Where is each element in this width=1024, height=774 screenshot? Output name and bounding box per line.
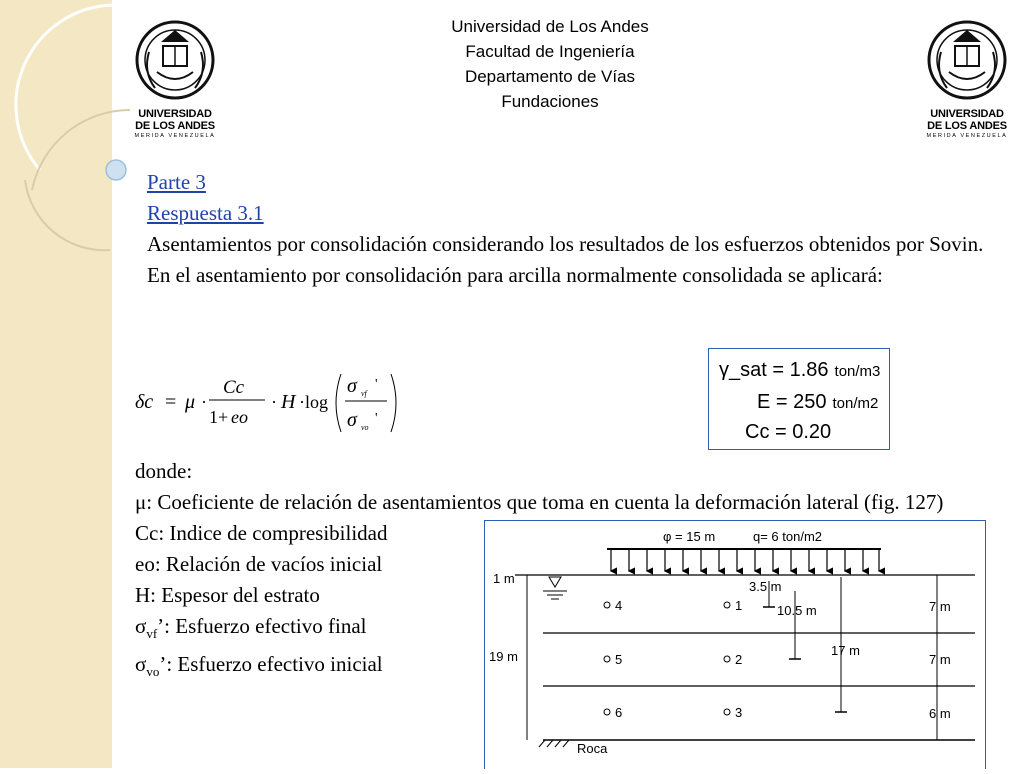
answer-title-link[interactable]: Respuesta 3.1 [147,201,264,225]
dim-19m: 19 m [489,649,518,664]
svg-text:·: · [271,392,277,412]
water-table-icon [543,577,567,599]
logo-text-line1: UNIVERSIDAD [930,108,1004,120]
logo-text-line2: DE LOS ANDES [927,120,1007,132]
logo-text-line1: UNIVERSIDAD [138,108,212,120]
definition-cc: Cc: Indice de compresibilidad [135,521,388,545]
definition-h: H: Espesor del estrato [135,583,320,607]
part-title-link[interactable]: Parte 3 [147,170,206,194]
point-2-label: 2 [735,652,743,667]
svg-text:': ' [375,411,378,426]
gamma-sat-unit: ton/m3 [834,363,881,380]
svg-text:σ: σ [347,409,357,431]
dim-6m: 6 m [929,706,951,721]
svg-text:eo: eo [231,407,248,427]
rock-label: Roca [577,741,608,756]
svg-text:Cc: Cc [223,377,245,398]
logo-text-line3: MERIDA VENEZUELA [926,133,1008,139]
point-4-label: 4 [615,598,623,613]
header-department: Departamento de Vías [464,67,636,86]
definition-eo: eo: Relación de vacíos inicial [135,552,383,576]
point-5-label: 5 [615,652,623,667]
dim-7m-a: 7 m [929,599,951,614]
svg-text:=: = [165,391,177,413]
soil-profile-drawing [485,521,985,769]
svg-text:δc: δc [135,391,154,413]
point-6-label: 6 [615,705,623,720]
soil-parameters-box [708,348,890,450]
dim-7m-b: 7 m [929,652,951,667]
header-university: Universidad de Los Andes [451,17,649,36]
logo-text-line2: DE LOS ANDES [135,120,215,132]
depth-17m: 17 m [831,643,860,658]
paragraph-consolidation: Asentamientos por consolidación considerando los resultados de los esfuerzos obtenidos por Sovin. [147,232,984,256]
svg-text:vf: vf [361,389,367,398]
svg-text:H: H [281,391,296,413]
university-seal-icon [927,12,1007,108]
university-logo-right [920,12,1014,152]
header-course: Fundaciones [501,92,599,111]
university-seal-icon [135,12,215,108]
footing-width-label: φ = 15 m [663,529,716,544]
point-1-label: 1 [735,598,743,613]
university-logo-left [128,12,222,152]
definition-mu: μ: Coeficiente de relación de asentamientos que toma en cuenta la deformación lateral (fig. 127) [135,490,944,514]
svg-text:σ: σ [347,375,357,397]
settlement-formula [135,368,405,438]
rock-hatch [539,740,569,747]
header-faculty: Facultad de Ingeniería [465,42,635,61]
page-header [350,14,750,114]
depth-10-5m: 10.5 m [777,603,817,618]
compression-index-value: Cc = 0.20 [745,421,832,443]
distributed-load-arrows [611,549,879,571]
svg-text:·: · [201,392,207,412]
logo-text-line3: MERIDA VENEZUELA [134,133,216,139]
main-content [147,167,990,291]
svg-text:vo: vo [361,423,369,432]
soil-profile-diagram [484,520,986,769]
donde-label: donde: [135,459,193,483]
load-label: q= 6 ton/m2 [753,529,823,544]
definition-sigma-vo: $\sigma_{vo}$’: Esfuerzo efectivo inicial [135,652,383,680]
definition-sigma-vf: $\sigma_{vf}$’: Esfuerzo efectivo final [135,614,367,642]
svg-text:': ' [375,377,378,392]
point-3-label: 3 [735,705,743,720]
svg-text:μ: μ [185,391,196,413]
paragraph-normally-consolidated: En el asentamiento por consolidación para arcilla normalmente consolidada se aplicará: [147,263,883,287]
depth-3-5m: 3.5 m [749,579,782,594]
svg-text:·log: ·log [299,392,328,412]
elastic-modulus-value: E = 250 [757,391,827,413]
svg-text:1+: 1+ [209,407,229,427]
gamma-sat-value: γ_sat = 1.86 [719,359,829,381]
elastic-modulus-unit: ton/m2 [832,395,879,412]
dim-1m: 1 m [493,571,515,586]
